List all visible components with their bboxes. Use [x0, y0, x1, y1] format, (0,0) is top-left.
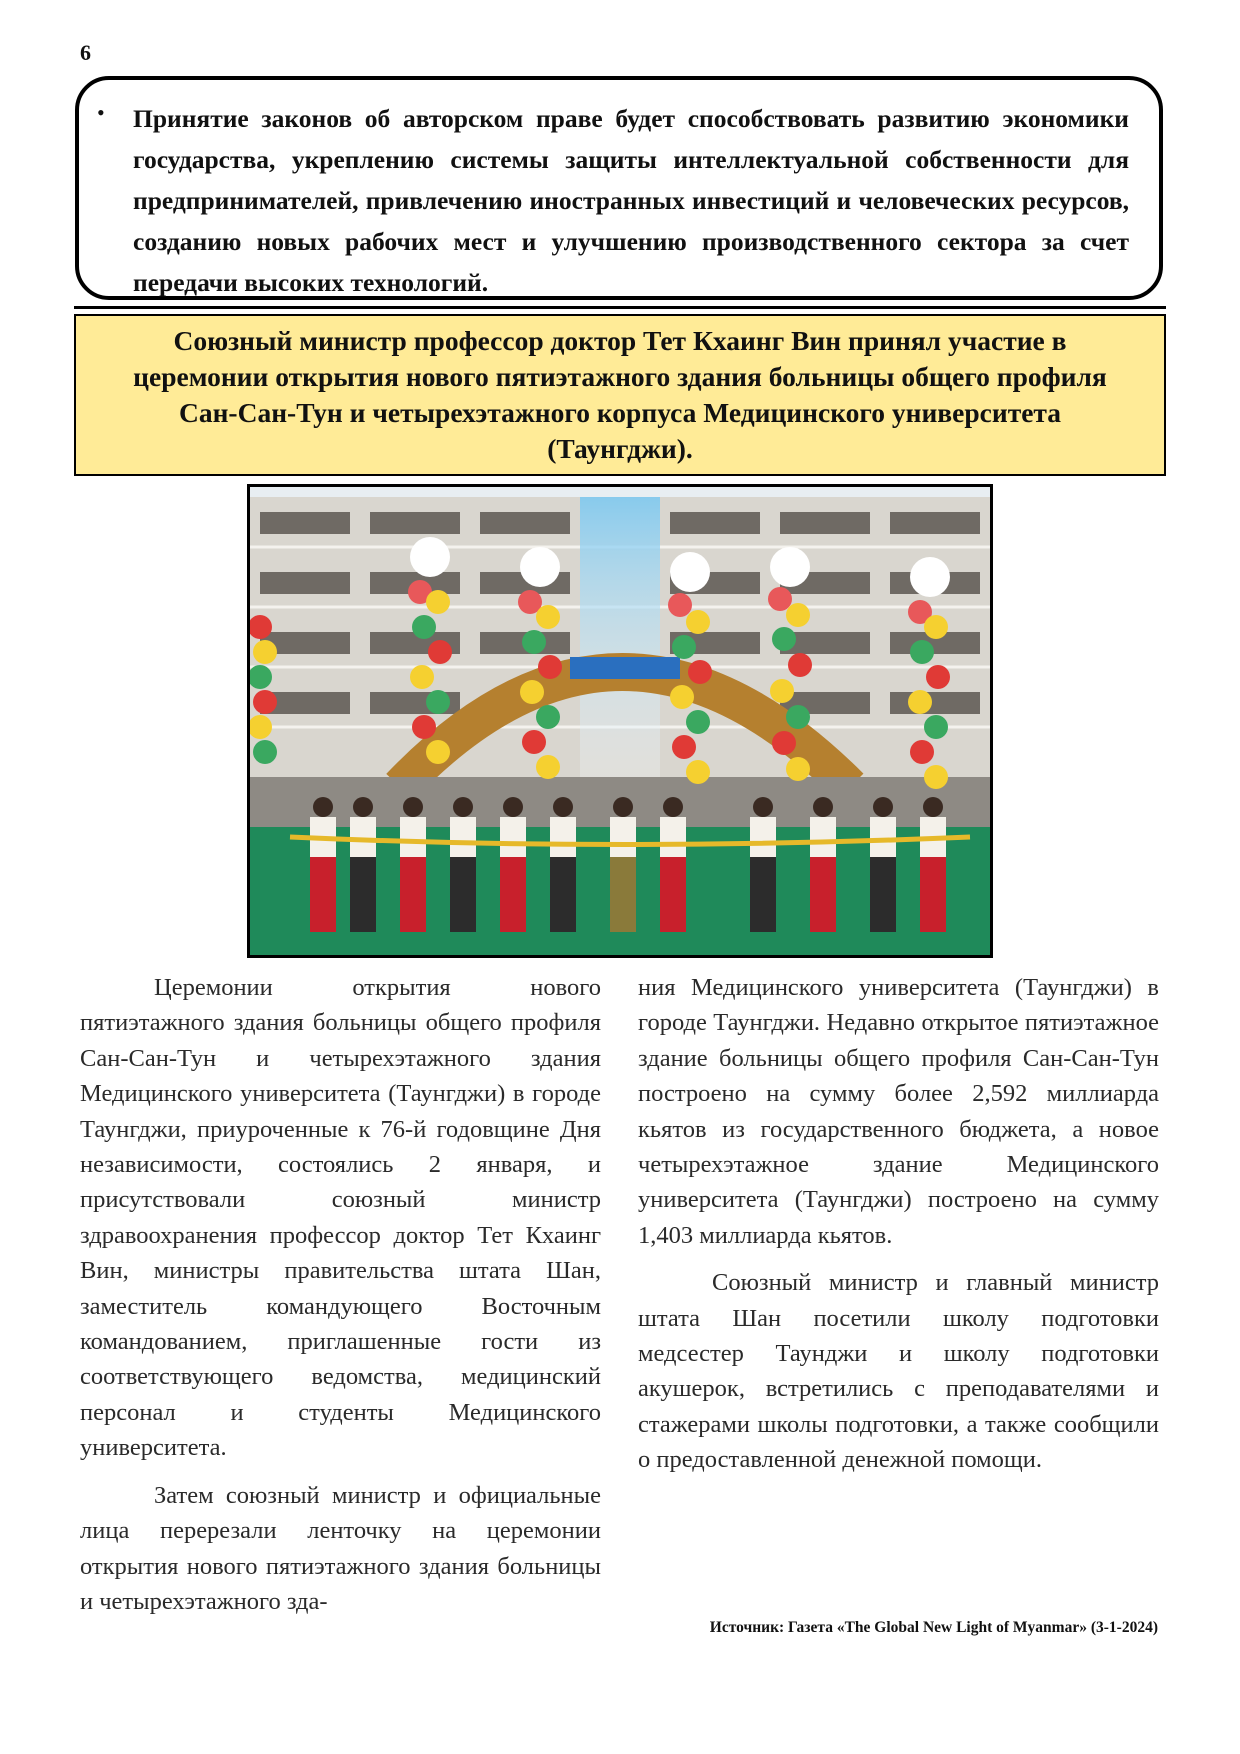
article-paragraph: ния Медицинского университета (Таунгджи) в городе Таунгджи. Недавно открытое пятиэтажное здание больницы общего профиля Сан-Сан-Тун построено на сумму более 2,592 миллиарда кьятов из государственного бюджета, а новое четырехэтажное здание Медицинского университета (Таунгджи) построено на сумму 1,403 миллиарда кьятов. — [638, 974, 1159, 1249]
bullet-icon: • — [97, 100, 105, 125]
source-citation: Источник: Газета «The Global New Light of Myanmar» (3-1-2024) — [709, 1619, 1158, 1636]
article-paragraph: Союзный министр и главный министр штата Шан посетили школу подготовки медсестер Таунджи и школу подготовки акушерок, встретились с преподавателями и стажерами школы подготовки, а также сообщили о предоставленной денежной помощи. — [638, 1269, 1159, 1474]
ribbon-cutting-ceremony-photo — [247, 484, 993, 958]
headline-box — [74, 314, 1166, 476]
article-column-left — [80, 970, 601, 1619]
article-paragraph: Затем союзный министр и официальные лица перерезали ленточку на церемонии открытия нового пятиэтажного здания больницы и четырехэтажного зда- — [80, 1481, 601, 1615]
article-column-right — [638, 970, 1159, 1478]
article-paragraph: Церемонии открытия нового пятиэтажного здания больницы общего профиля Сан-Сан-Тун и четырехэтажного здания Медицинского университета (Таунгджи) в городе Таунгджи, приуроченные к 76-й годовщине Дня независимости, состоялись 2 января, и присутствовали союзный министр здравоохранения профессор доктор Тет Кхаинг Вин, министры правительства штата Шан, заместитель командующего Восточным командованием, приглашенные гости из соответствующего ведомства, медицинский персонал и студенты Медицинского университета. — [80, 974, 601, 1462]
divider — [74, 306, 1166, 309]
page-number: 6 — [80, 40, 91, 65]
headline-text: Союзный министр профессор доктор Тет Кхаинг Вин принял участие в церемонии открытия нового пятиэтажного здания больницы общего профиля Сан-Сан-Тун и четырехэтажного корпуса Медицинского университета (Таунгджи). — [133, 325, 1107, 464]
callout-text: Принятие законов об авторском праве будет способствовать развитию экономики государства, укреплению системы защиты интеллектуальной собственности для предпринимателей, привлечению иностранных инвестиций и человеческих ресурсов, созданию новых рабочих мест и улучшению производственного сектора за счет передачи высоких технологий. — [133, 104, 1129, 297]
callout-box — [75, 76, 1163, 300]
